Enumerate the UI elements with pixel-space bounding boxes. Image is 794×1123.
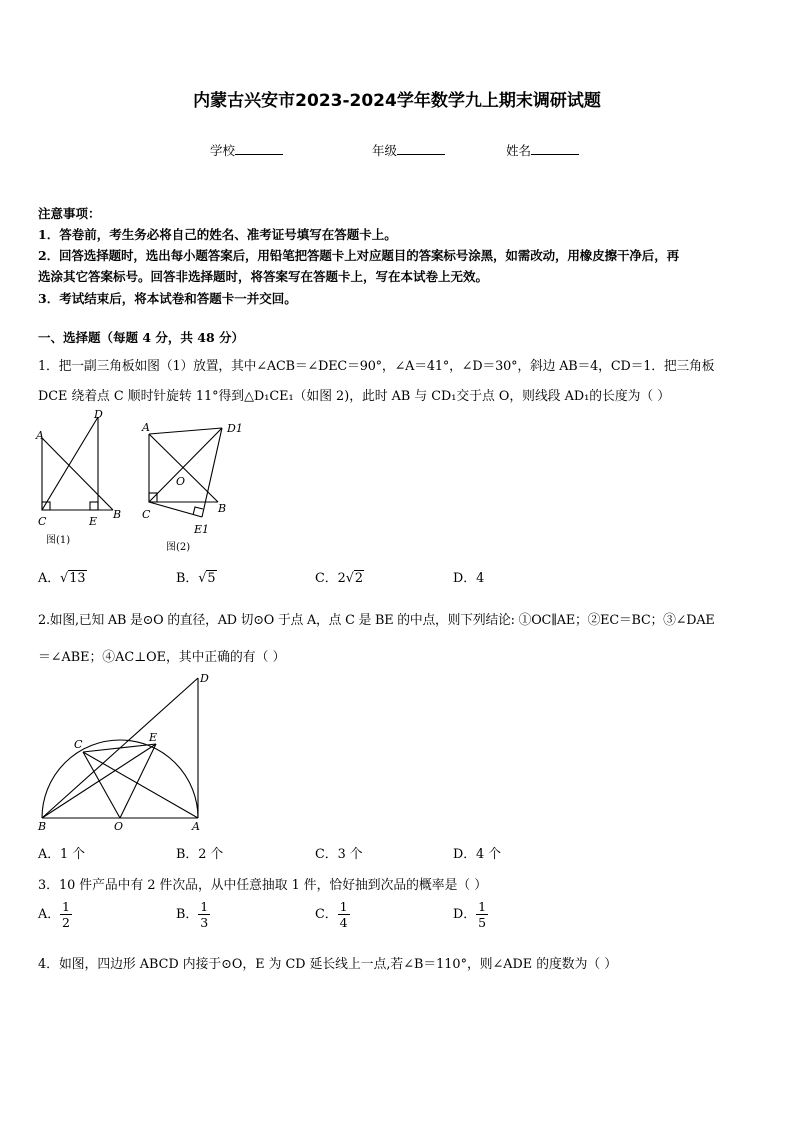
notice-item-3: 3．考试结束后，将本试卷和答题卡一并交回。 [38, 291, 297, 306]
q2-text-line1: 2.如图,已知 AB 是⊙O 的直径，AD 切⊙O 于点 A，点 C 是 BE 的中点，则下列结论: ①OC∥AE；②EC＝BC；③∠DAE [38, 613, 715, 628]
school-blank[interactable] [235, 142, 283, 155]
q1-figure-1 [30, 405, 130, 550]
q2-label-c: C [74, 738, 83, 751]
page-title: 内蒙古兴安市2023-2024学年数学九上期末调研试题 [193, 91, 601, 111]
q1-text-line1: 1．把一副三角板如图（1）放置，其中∠ACB＝∠DEC＝90°，∠A＝41°，∠D＝30°，斜边 AB＝4，CD＝1．把三角板 [38, 359, 715, 374]
q2-option-b[interactable]: B．2 个 [176, 847, 224, 862]
fig2-caption: 图(2) [166, 542, 191, 553]
q2-label-b: B [38, 820, 47, 833]
q2-label-o: O [114, 820, 124, 833]
notice-heading: 注意事项： [38, 206, 101, 221]
grade-label: 年级 [372, 143, 398, 158]
q2-option-d[interactable]: D．4 个 [453, 847, 502, 862]
q1-figure-2 [132, 412, 250, 557]
q2-label-e: E [149, 731, 158, 744]
name-blank[interactable] [531, 142, 579, 155]
q2-option-c[interactable]: C．3 个 [315, 847, 363, 862]
q3-option-b[interactable]: B． $\frac{1}{3}$ [176, 899, 209, 930]
name-field [506, 141, 579, 159]
fig2-label-e1: E1 [194, 523, 210, 536]
q1-option-a[interactable]: A．√13 [38, 571, 86, 586]
fig1-label-d: D [94, 408, 103, 421]
q3-option-d[interactable]: D． $\frac{1}{5}$ [453, 899, 487, 930]
fig2-label-b: B [218, 502, 227, 515]
fig2-label-d1: D1 [227, 422, 243, 435]
fig1-caption: 图(1) [46, 535, 71, 546]
q1-text-line2: DCE 绕着点 C 顺时针旋转 11°得到△D₁CE₁（如图 2)，此时 AB 与 CD₁交于点 O，则线段 AD₁的长度为（ ） [38, 389, 671, 404]
q2-label-d: D [200, 672, 209, 685]
grade-field [372, 141, 445, 159]
q4-text: 4．如图，四边形 ABCD 内接于⊙O，E 为 CD 延长线上一点,若∠B＝110°，则∠ADE 的度数为（ ） [38, 957, 618, 972]
section-heading: 一、选择题（每题 4 分，共 48 分） [38, 330, 245, 345]
fig1-label-c: C [38, 515, 47, 528]
fig1-label-a: A [36, 429, 44, 442]
q2-label-a: A [192, 820, 200, 833]
q1-option-b[interactable]: B．√5 [176, 571, 216, 586]
notice-item-1: 1．答卷前，考生务必将自己的姓名、准考证号填写在答题卡上。 [38, 227, 397, 242]
fig2-label-a: A [142, 421, 150, 434]
q3-option-c[interactable]: C． $\frac{1}{4}$ [315, 899, 348, 930]
q2-figure [30, 668, 230, 838]
fig2-label-c: C [142, 508, 151, 521]
q2-option-a[interactable]: A．1 个 [38, 847, 86, 862]
grade-blank[interactable] [397, 142, 445, 155]
q2-text-line2: ＝∠ABE；④AC⊥OE，其中正确的有（ ） [38, 650, 286, 665]
q1-option-d[interactable]: D．4 [453, 571, 485, 586]
fig1-label-e: E [89, 515, 98, 528]
school-field [210, 141, 283, 159]
notice-item-2-cont: 选涂其它答案标号。回答非选择题时，将答案写在答题卡上，写在本试卷上无效。 [38, 269, 489, 284]
q3-text: 3．10 件产品中有 2 件次品，从中任意抽取 1 件，恰好抽到次品的概率是（ ） [38, 878, 488, 893]
school-label: 学校 [210, 143, 236, 158]
q3-option-a[interactable]: A． $\frac{1}{2}$ [38, 899, 70, 930]
q1-option-c[interactable]: C．2√2 [315, 571, 364, 586]
name-label: 姓名 [506, 143, 532, 158]
fig1-label-b: B [113, 508, 122, 521]
fig2-label-o: O [176, 475, 186, 488]
notice-item-2: 2．回答选择题时，选出每小题答案后，用铅笔把答题卡上对应题目的答案标号涂黑，如需改动，用橡皮擦干净后，再 [38, 248, 680, 263]
